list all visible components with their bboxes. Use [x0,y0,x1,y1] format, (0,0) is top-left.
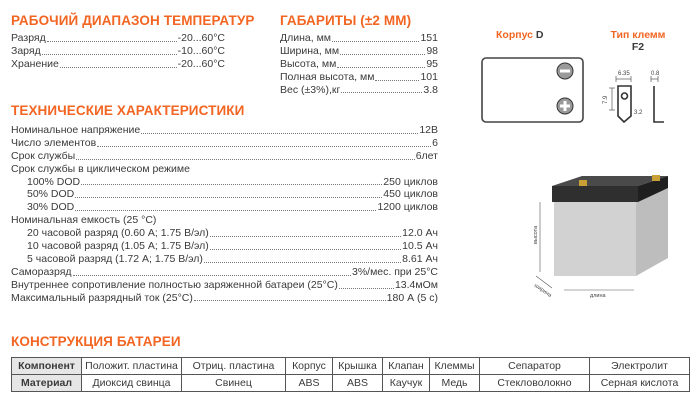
row-label: 50% DOD [27,188,75,201]
specs-list [11,124,438,304]
table-cell: Диоксид свинца [82,375,182,392]
construction-table [11,357,690,392]
table-cell: Медь [430,375,480,392]
construction-title: КОНСТРУКЦИЯ БАТАРЕИ [11,334,181,349]
list-item [11,150,438,163]
list-item [11,266,438,279]
list-item [280,58,438,71]
positive-terminal-icon [557,98,573,114]
dimensions-title: ГАБАРИТЫ (±2 ММ) [280,13,412,28]
battery-top-view [480,56,586,126]
table-cell: Серная кислота [590,375,690,392]
table-cell: Материал [12,375,82,392]
list-item [11,176,438,189]
axis-height-label: высота [533,225,539,244]
row-value: 1200 циклов [377,201,438,214]
terminal-type-label: Тип клемм F2 [608,29,668,53]
row-value: 180 А (5 с) [386,291,438,304]
table-cell: Компонент [12,358,82,375]
row-value: 250 циклов [383,175,438,188]
battery-3d-image [516,172,686,300]
list-item [280,32,438,45]
negative-terminal-icon [557,63,573,79]
terminal-f2-drawing [598,70,670,132]
terminal-dim-a: 6.35 [618,71,630,77]
list-item [280,45,438,58]
row-label: Внутреннее сопротивление полностью заряженной батареи (25°С) [11,278,338,291]
temperature-list [11,32,225,71]
row-value: 8.61 Ач [402,252,438,265]
row-label: Длина, мм [280,32,332,44]
row-label: Ширина, мм [280,44,340,57]
row-label: Номинальная емкость (25 °С) [11,214,157,227]
terminal-dim-b: 0.8 [651,71,660,77]
list-item [11,137,438,150]
axis-width-label: ширина [532,282,553,299]
axis-length-label: длина [590,293,606,299]
table-cell: Положит. пластина [82,358,182,375]
row-value: -10...60°С [177,44,225,57]
table-row [12,375,690,392]
row-label: Хранение [11,57,59,70]
table-cell: Свинец [182,375,286,392]
row-label: 5 часовой разряд (1.72 А; 1.75 В/эл) [27,252,203,265]
row-label: Высота, мм [280,57,337,70]
list-item [11,58,225,71]
table-cell: Корпус [286,358,333,375]
list-item [280,84,438,97]
row-value: -20...60°С [177,32,225,44]
list-item [11,188,438,201]
row-label: Номинальное напряжение [11,124,141,136]
row-value: 6 [432,136,438,149]
row-label: 10 часовой разряд (1.05 А; 1.75 В/эл) [27,240,209,253]
row-value: 12В [419,124,438,136]
row-label: Максимальный разрядный ток (25°С) [11,291,193,304]
row-value: 6лет [415,149,438,162]
row-label: Вес (±3%),кг [280,83,341,96]
row-label: Разряд [11,32,46,44]
row-value: 3%/мес. при 25°С [351,265,438,278]
row-value: 98 [426,44,438,57]
list-item [11,227,438,240]
row-label: Срок службы в циклическом режиме [11,162,190,175]
table-cell: Клеммы [430,358,480,375]
list-item [11,240,438,253]
list-item [11,124,438,137]
row-label: 20 часовой разряд (0.60 А; 1.75 В/эл) [27,227,209,240]
table-cell: ABS [333,375,383,392]
list-item [11,45,225,58]
case-type-label: Корпус D [496,29,544,41]
table-cell: ABS [286,375,333,392]
list-item [280,71,438,84]
table-cell: Электролит [590,358,690,375]
row-value: 12.0 Ач [402,227,438,240]
row-label: Заряд [11,44,41,57]
list-item [11,163,438,176]
table-cell: Отриц. пластина [182,358,286,375]
table-row [12,358,690,375]
row-label: Срок службы [11,149,76,162]
list-item [11,32,225,45]
row-value: 450 циклов [383,188,438,201]
list-item [11,201,438,214]
terminal-type-value: F2 [631,41,645,53]
row-value: 101 [420,70,438,83]
terminal-dim-d: 3.2 [634,110,643,116]
list-item [11,279,438,292]
table-cell: Клапан [383,358,430,375]
row-value: -20...60°С [177,57,225,70]
row-value: 13.4мОм [394,278,438,291]
row-label: 100% DOD [27,175,81,188]
terminal-dim-c: 7.9 [603,95,609,104]
table-cell: Сепаратор [480,358,590,375]
dimensions-list [280,32,438,96]
row-value: 10.5 Ач [402,240,438,253]
row-label: Полная высота, мм [280,70,375,83]
row-label: Саморазряд [11,265,72,278]
list-item [11,292,438,305]
row-label: 30% DOD [27,201,75,214]
row-value: 151 [420,32,438,44]
list-item [11,214,438,227]
list-item [11,253,438,266]
temperature-title: РАБОЧИЙ ДИАПАЗОН ТЕМПЕРАТУР [11,13,255,28]
row-value: 3.8 [423,83,438,96]
row-value: 95 [426,57,438,70]
specs-title: ТЕХНИЧЕСКИЕ ХАРАКТЕРИСТИКИ [11,103,245,118]
table-cell: Стекловолокно [480,375,590,392]
row-label: Число элементов [11,136,97,149]
table-cell: Каучук [383,375,430,392]
table-cell: Крышка [333,358,383,375]
